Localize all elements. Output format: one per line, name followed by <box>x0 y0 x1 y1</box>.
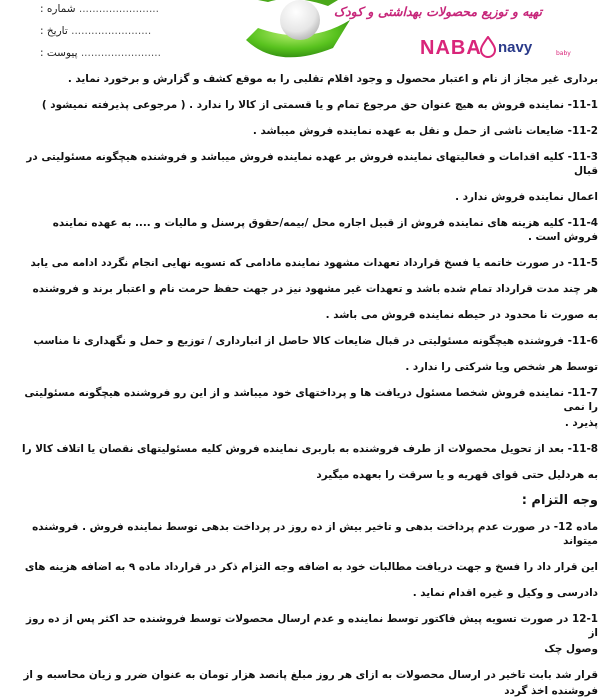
article-12-cont: این قرار داد را فسخ و جهت دریافت مطالبات خود به اضافه وجه التزام ذکر در قرارداد ماده ۹ به اضافه هزینه های <box>24 561 598 573</box>
logo-brand-text: NABA <box>420 37 482 59</box>
logo-tag-text: baby <box>556 50 571 57</box>
logo-drop-icon <box>480 36 496 58</box>
attachment-field <box>40 44 170 66</box>
clause-11-6-cont: توسط هر شخص ویا شرکتی را ندارد . <box>405 361 598 373</box>
letterhead <box>0 0 612 68</box>
attachment-field-dots: ........................ <box>80 47 161 59</box>
clause-11-8: 11-8- بعد از تحویل محصولات از طرف فروشنده به باربری نماینده فروش کلیه مسئولیتهای نقصان یا اتلاف کالا را <box>22 443 598 455</box>
date-field-label: تاریخ : <box>40 25 68 37</box>
clause-11-7-cont: پذیرد . <box>564 417 598 429</box>
clause-11-3: 11-3- کلیه اقدامات و فعالیتهای نماینده فروش بر عهده نماینده فروش میباشد و فروشنده هیچگونه مسئولیتی در قبال <box>26 151 598 177</box>
number-field <box>40 0 170 22</box>
penalty-section-title: وجه التزام : <box>521 493 598 508</box>
document-body <box>18 70 598 698</box>
paragraph: برداری غیر مجاز از نام و اعتبار محصول و وجود اقلام تقلبی را به موقع کشف و گزارش و برخورد نماید . <box>67 73 598 85</box>
clause-12-1-penalty: قرار شد بابت تاخیر در ارسال محصولات به ازای هر روز مبلغ پانصد هزار تومان به عنوان ضرر و زیان محاسبه و از <box>23 669 598 681</box>
clause-11-5: 11-5- در صورت خاتمه یا فسخ قرارداد تعهدات مشهود نماینده مادامی که تسویه نهایی انجام نگردد ادامه می یابد <box>30 257 598 269</box>
clause-11-7: 11-7- نماینده فروش شخصا مسئول دریافت ها و پرداختهای خود میباشد و از این رو فروشنده هیچگونه مسئولیتی را نمی <box>24 387 598 413</box>
letter-fields <box>40 0 170 66</box>
brand-logo <box>420 34 580 60</box>
clause-11-5-cont: هر چند مدت قرارداد تمام شده باشد و تعهدات غیر مشهود نیز در جهت حفظ حرمت نام و اعتبار برند و فروشنده <box>32 283 598 295</box>
clause-11-6: 11-6- فروشنده هیچگونه مسئولیتی در قبال ضایعات کالا حاصل از انبارداری / توزیع و حمل و نگهداری نا مناسب <box>33 335 598 347</box>
date-field <box>40 22 170 44</box>
article-12: ماده 12- در صورت عدم پرداخت بدهی و تاخیر بیش از ده روز در پرداخت بدهی توسط نماینده فروش . فروشنده میتواند <box>32 521 598 547</box>
article-12-cont2: دادرسی و وکیل و غیره اقدام نماید . <box>412 587 598 599</box>
clause-11-1: 11-1- نماینده فروش به هیچ عنوان حق مرجوع تمام و یا قسمتی از کالا را ندارد . ( مرجوعی پذیرفته نمیشود ) <box>41 99 598 111</box>
clause-11-8-cont: به هردلیل حتی قوای قهریه و یا سرقت را بعهده میگیرد <box>316 469 598 481</box>
clause-11-4: 11-4- کلیه هزینه های نماینده فروش از قبیل اجاره محل /بیمه/حقوق پرسنل و مالیات و .... به عهده نماینده فروش است . <box>52 217 598 243</box>
number-field-label: شماره : <box>40 3 76 15</box>
clause-11-2: 11-2- ضایعات ناشی از حمل و نقل به عهده نماینده فروش میباشد . <box>252 125 598 137</box>
clause-12-1-penalty-cont: فروشنده اخذ گردد <box>504 685 598 697</box>
clause-11-3-cont: اعمال نماینده فروش ندارد . <box>455 191 598 203</box>
clause-11-5-cont2: به صورت نا محدود در حیطه نماینده فروش می باشد . <box>325 309 598 321</box>
logo-sub-text: navy <box>498 39 533 56</box>
clause-12-1: 12-1 در صورت تسویه پیش فاکتور توسط نماینده و عدم ارسال محصولات توسط فروشنده حد اکثر پس از ده روز از <box>26 613 598 639</box>
attachment-field-label: پیوست : <box>40 47 78 59</box>
number-field-dots: ........................ <box>78 3 159 15</box>
date-field-dots: ........................ <box>71 25 152 37</box>
clause-12-1-cont: وصول چک <box>544 643 598 655</box>
company-tagline: تهیه و توزیع محصولات بهداشتی و کودک <box>333 4 542 19</box>
